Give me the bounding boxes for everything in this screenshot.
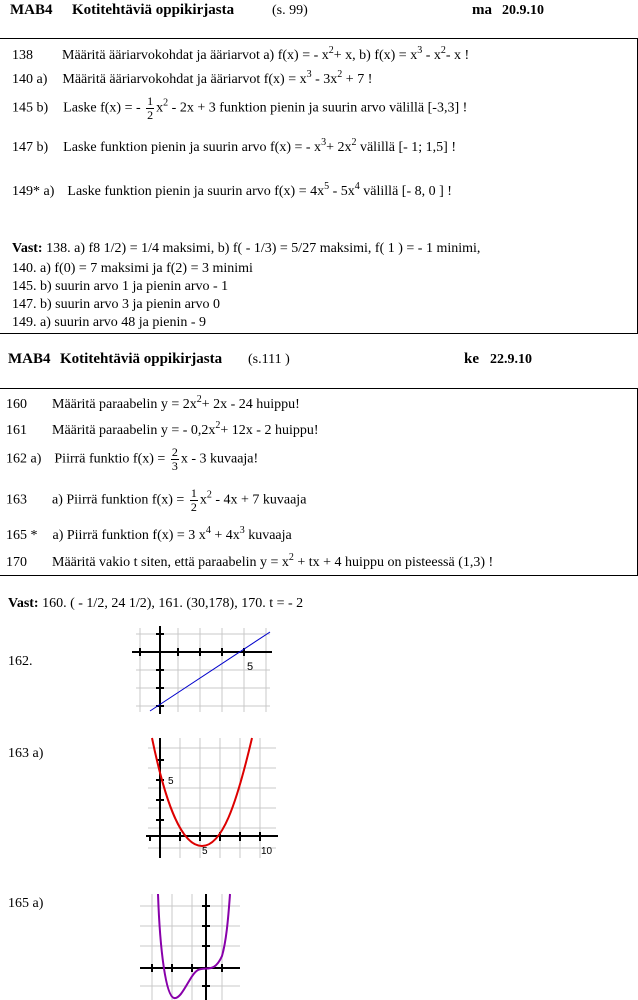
exercise-text: - x xyxy=(422,48,441,63)
exercise-text: x xyxy=(156,100,164,116)
exercise-163 xyxy=(6,487,306,514)
fraction-numerator: 1 xyxy=(147,94,154,108)
exercise-text: + 2x xyxy=(326,140,352,155)
exponent: 2 xyxy=(328,45,334,56)
answers-2 xyxy=(8,596,303,612)
tick-label-y-5: 5 xyxy=(168,776,174,787)
exercise-text: + 12x - 2 huippu! xyxy=(220,423,319,438)
exercise-box-2 xyxy=(0,388,638,576)
exercise-text: + tx + 4 huippu on pisteessä (1,3) ! xyxy=(293,555,494,570)
fraction xyxy=(171,446,179,473)
exponent: 2 xyxy=(163,97,169,109)
exponent: 2 xyxy=(196,394,202,405)
exponent: 2 xyxy=(351,137,357,148)
exercise-170 xyxy=(6,552,494,571)
exercise-140 xyxy=(12,69,373,88)
exercise-text: Laske funktion pienin ja suurin arvo f(x) = - x xyxy=(63,140,322,155)
exercise-text: - 3x xyxy=(311,72,338,87)
exponent: 3 xyxy=(417,45,423,56)
exercise-number: 160 xyxy=(6,397,27,412)
exercise-text: Määritä ääriarvokohdat ja ääriarvot f(x) = x xyxy=(62,72,307,87)
header2-pages: (s.111 ) xyxy=(248,352,290,367)
exercise-text: Laske f(x) = - xyxy=(63,100,141,116)
exercise-number: 162 a) xyxy=(6,451,42,467)
graph-165 xyxy=(138,892,242,1000)
exercise-number: 161 xyxy=(6,423,27,438)
exponent: 2 xyxy=(215,420,221,431)
exponent: 2 xyxy=(337,69,343,80)
exercise-number: 147 b) xyxy=(12,140,49,155)
exponent: 4 xyxy=(354,181,360,192)
header2-course: MAB4 xyxy=(8,351,51,367)
exercise-text: - 4x + 7 kuvaaja xyxy=(211,492,307,508)
graph-163-label: 163 a) xyxy=(8,746,44,761)
exercise-box-1 xyxy=(0,38,638,334)
exercise-text: Määritä paraabelin y = - 0,2x xyxy=(52,423,216,438)
answer-149: 149. a) suurin arvo 48 ja pienin - 9 xyxy=(12,315,207,330)
header2-day: ke xyxy=(464,351,479,367)
exponent: 3 xyxy=(239,525,245,536)
exercise-text: + 4x xyxy=(210,528,240,543)
exercise-text: välillä [- 1; 1,5] ! xyxy=(356,140,456,155)
answers-label: Vast: xyxy=(12,241,43,256)
graph-162 xyxy=(128,624,274,716)
fraction xyxy=(146,95,154,122)
tick-label-x-5: 5 xyxy=(202,846,208,857)
exercise-text: - x ! xyxy=(445,48,470,63)
exponent: 4 xyxy=(205,525,211,536)
exercise-text: - 5x xyxy=(329,184,355,199)
exercise-161 xyxy=(6,420,319,439)
exercise-number: 170 xyxy=(6,555,27,570)
header1-title: Kotitehtäviä oppikirjasta xyxy=(72,2,235,18)
answer-text: 138. a) f8 1/2) = 1/4 maksimi, b) f( - 1/3) = 5/27 maksimi, f( 1 ) = - 1 minimi, xyxy=(46,241,481,256)
graph-axes xyxy=(146,738,278,858)
header1-course: MAB4 xyxy=(10,2,53,18)
fraction-denominator: 3 xyxy=(171,459,178,473)
answer-138 xyxy=(12,241,480,257)
answer-145: 145. b) suurin arvo 1 ja pienin arvo - 1 xyxy=(12,279,229,294)
exponent: 2 xyxy=(288,552,294,563)
exercise-162 xyxy=(6,446,258,473)
tick-label-x-10: 10 xyxy=(261,846,273,857)
exponent: 3 xyxy=(321,137,327,148)
exercise-147 xyxy=(12,137,456,156)
exercise-149 xyxy=(12,181,452,200)
fraction-numerator: 2 xyxy=(171,445,178,459)
header1-day: ma xyxy=(472,2,492,18)
header1-pages: (s. 99) xyxy=(272,3,308,18)
exercise-number: 145 b) xyxy=(12,100,49,116)
graph-163 xyxy=(144,736,278,860)
exercise-text: Määritä ääriarvokohdat ja ääriarvot a) f(x) = - x xyxy=(62,48,329,63)
exercise-text: Määritä paraabelin y = 2x xyxy=(52,397,197,412)
exponent: 3 xyxy=(306,69,312,80)
exercise-text: a) Piirrä funktion f(x) = xyxy=(52,492,185,508)
header2-title: Kotitehtäviä oppikirjasta xyxy=(60,351,223,367)
exercise-160 xyxy=(6,394,300,413)
exercise-138 xyxy=(12,45,470,64)
exercise-text: kuvaaja xyxy=(244,528,292,543)
answer-text: 160. ( - 1/2, 24 1/2), 161. (30,178), 170. t = - 2 xyxy=(42,596,304,611)
exercise-text: + 2x - 24 huippu! xyxy=(201,397,300,412)
header1-date: 20.9.10 xyxy=(502,3,544,18)
exercise-number: 140 a) xyxy=(12,72,48,87)
exercise-number: 165 * xyxy=(6,528,38,543)
exercise-text: Määritä vakio t siten, että paraabelin y = x xyxy=(52,555,289,570)
exercise-number: 149* a) xyxy=(12,184,55,199)
fraction-numerator: 1 xyxy=(190,486,197,500)
exercise-text: + 7 ! xyxy=(342,72,373,87)
exercise-145 xyxy=(12,95,467,122)
fraction-denominator: 2 xyxy=(190,500,197,514)
answers-label: Vast: xyxy=(8,596,39,611)
tick-label-5: 5 xyxy=(247,661,254,673)
exponent: 2 xyxy=(206,489,212,501)
answer-147: 147. b) suurin arvo 3 ja pienin arvo 0 xyxy=(12,297,221,312)
exercise-text: Piirrä funktio f(x) = xyxy=(54,451,166,467)
exponent: 5 xyxy=(324,181,330,192)
exercise-text: x - 3 kuvaaja! xyxy=(180,451,259,467)
exercise-text: x xyxy=(199,492,207,508)
exercise-165 xyxy=(6,525,292,544)
exponent: 2 xyxy=(440,45,446,56)
exercise-text: Laske funktion pienin ja suurin arvo f(x) = 4x xyxy=(67,184,325,199)
exercise-number: 163 xyxy=(6,492,27,508)
exercise-text: välillä [- 8, 0 ] ! xyxy=(359,184,452,199)
graph-165-label: 165 a) xyxy=(8,896,44,911)
function-curve xyxy=(152,738,252,846)
exercise-text: - 2x + 3 funktion pienin ja suurin arvo välillä [-3,3] ! xyxy=(168,100,468,116)
header2-date: 22.9.10 xyxy=(490,352,532,367)
exercise-text: a) Piirrä funktion f(x) = 3 x xyxy=(52,528,206,543)
fraction xyxy=(190,487,198,514)
answer-140: 140. a) f(0) = 7 maksimi ja f(2) = 3 minimi xyxy=(12,261,253,276)
exercise-text: + x, b) f(x) = x xyxy=(333,48,418,63)
exercise-number: 138 xyxy=(12,48,33,63)
graph-162-label: 162. xyxy=(8,654,33,669)
fraction-denominator: 2 xyxy=(147,108,154,122)
